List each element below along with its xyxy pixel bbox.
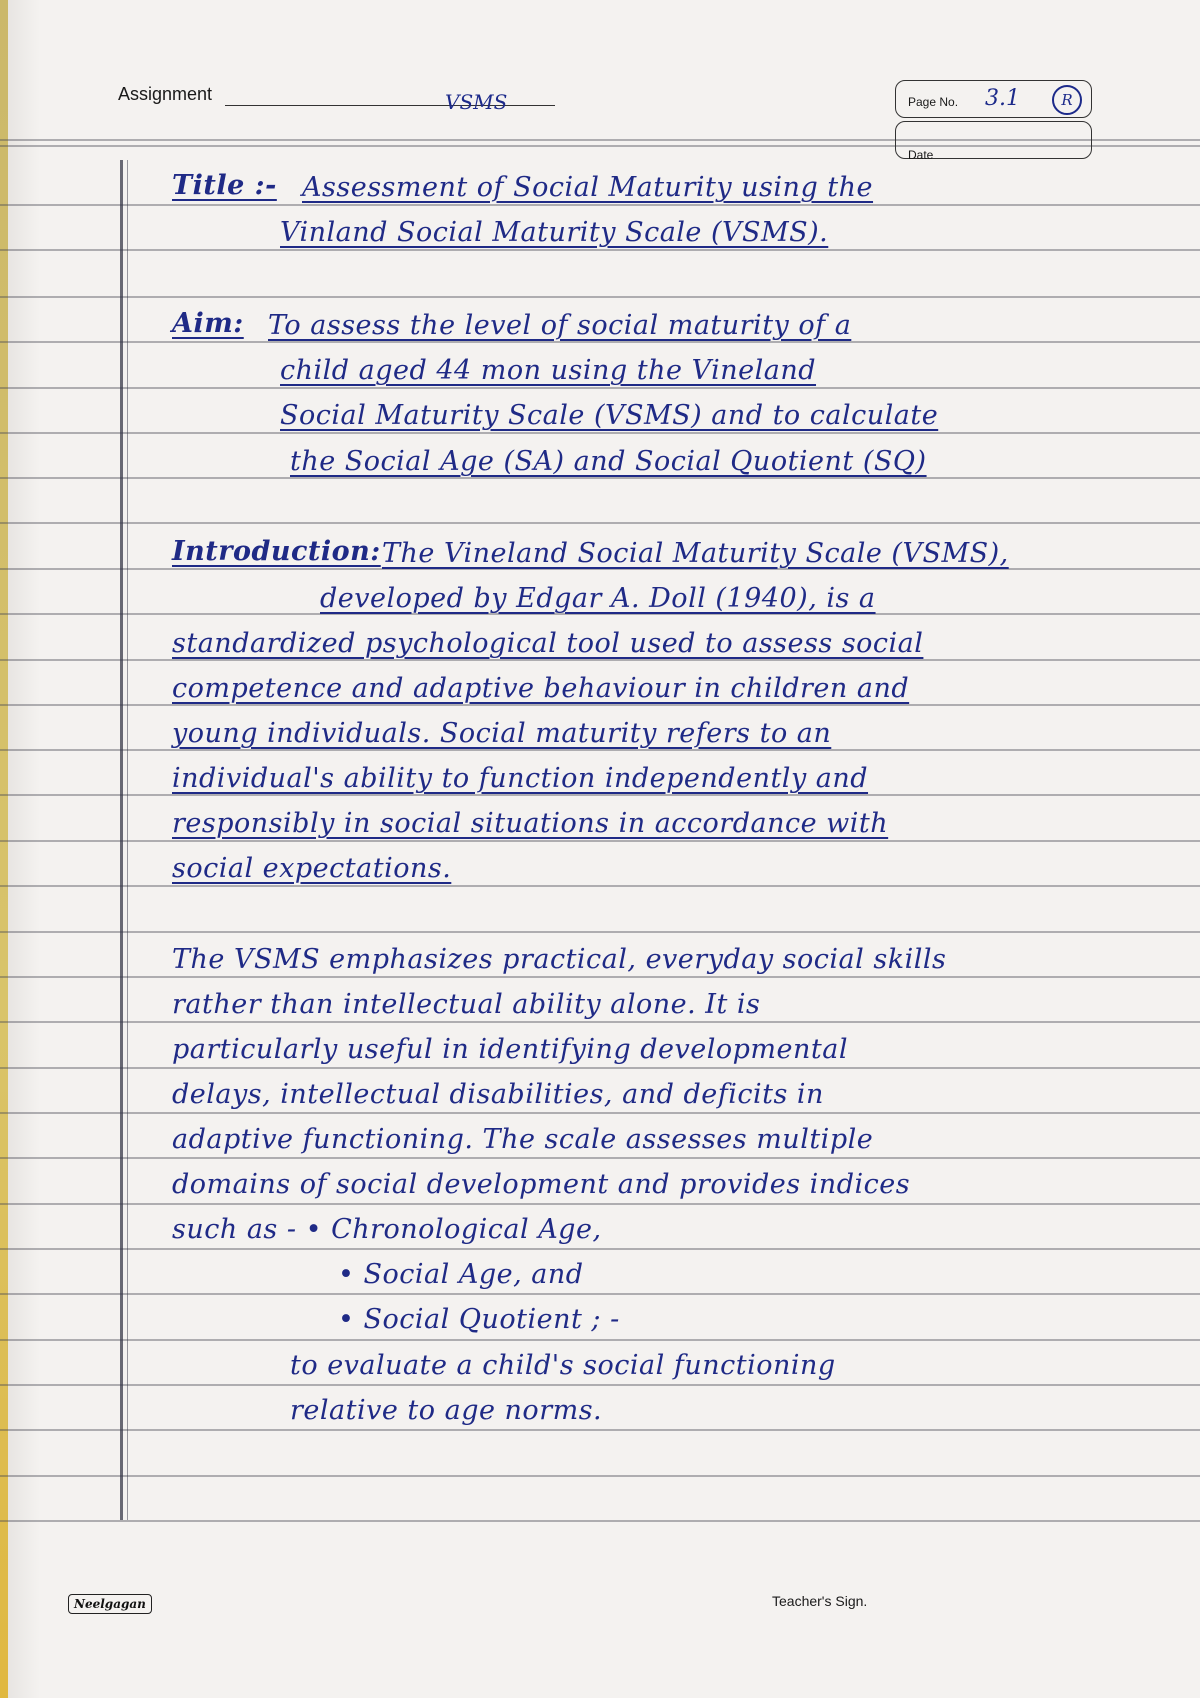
title-label: Title :- (172, 170, 277, 201)
para2-line-3: particularly useful in identifying developmental (172, 1034, 848, 1065)
intro-line-8: social expectations. (172, 853, 452, 884)
para2-line-10: to evaluate a child's social functioning (290, 1350, 836, 1381)
assignment-value: VSMS (445, 90, 508, 114)
aim-label: Aim: (172, 308, 244, 339)
aim-line-3: Social Maturity Scale (VSMS) and to calculate (280, 400, 939, 431)
aim-line-1: To assess the level of social maturity of a (268, 310, 852, 341)
para2-line-6: domains of social development and provides indices (172, 1169, 911, 1200)
para2-line-5: adaptive functioning. The scale assesses multiple (172, 1124, 874, 1155)
para2-line-1: The VSMS emphasizes practical, everyday social skills (172, 944, 947, 975)
intro-line-6: individual's ability to function independently and (172, 763, 869, 794)
para2-line-11: relative to age norms. (290, 1395, 603, 1426)
para2-line-2: rather than intellectual ability alone. It is (172, 989, 761, 1020)
intro-line-5: young individuals. Social maturity refers to an (172, 718, 832, 749)
page-no-value: 3.1 (985, 86, 1020, 111)
para2-line-4: delays, intellectual disabilities, and deficits in (172, 1079, 824, 1110)
title-line-1: Assessment of Social Maturity using the (302, 172, 874, 203)
teacher-sign-label: Teacher's Sign. (772, 1593, 868, 1609)
para2-bullet-social-age: • Social Age, and (338, 1259, 584, 1290)
margin-line-inner (127, 160, 128, 1520)
assignment-label: Assignment (118, 84, 213, 104)
page-marker: R (1052, 85, 1082, 115)
para2-bullet-social-quotient: • Social Quotient ; - (338, 1304, 620, 1335)
page-no-label: Page No. (908, 95, 959, 109)
margin-line (120, 160, 123, 1520)
introduction-label: Introduction: (172, 536, 381, 567)
intro-line-4: competence and adaptive behaviour in children and (172, 673, 910, 704)
intro-line-7: responsibly in social situations in accordance with (172, 808, 889, 839)
aim-line-4: the Social Age (SA) and Social Quotient (SQ) (290, 446, 927, 477)
title-line-2: Vinland Social Maturity Scale (VSMS). (280, 217, 829, 248)
notebook-brand-logo: Neelgagan (68, 1594, 152, 1614)
aim-line-2: child aged 44 mon using the Vineland (280, 355, 817, 386)
intro-line-1: The Vineland Social Maturity Scale (VSMS), (382, 538, 1009, 569)
intro-line-3: standardized psychological tool used to assess social (172, 628, 924, 659)
intro-line-2: developed by Edgar A. Doll (1940), is a (320, 583, 876, 614)
date-label: Date (908, 148, 934, 162)
para2-line-7: such as - • Chronological Age, (172, 1214, 602, 1245)
